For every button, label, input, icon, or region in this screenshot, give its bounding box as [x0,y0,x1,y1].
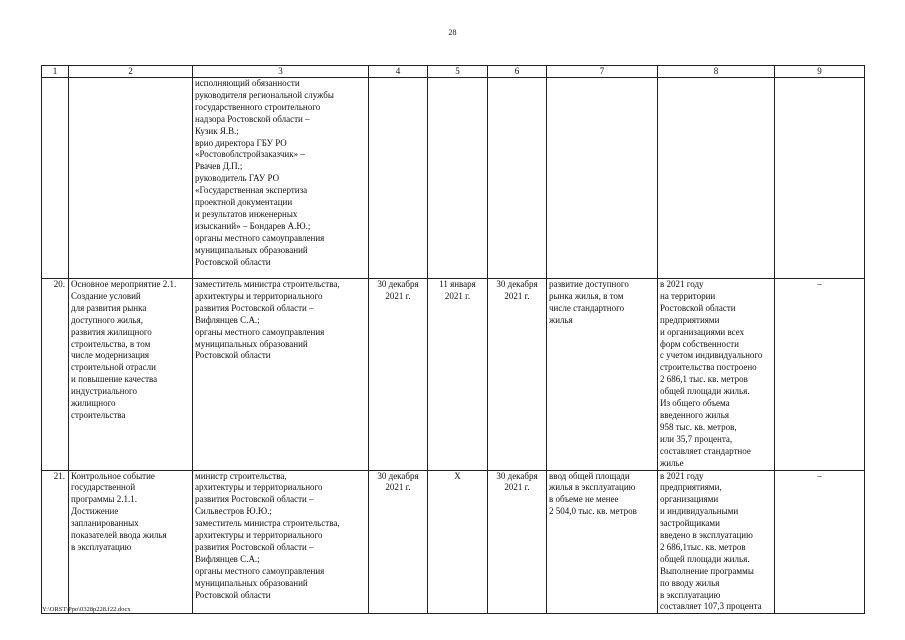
achieved-result-line: на территории [660,290,716,301]
responsible-executor-line: Ростовской области [195,350,271,361]
expected-result-line: жилья в эксплуатацию [549,482,636,493]
actual-end-date-line: 30 декабря [496,279,538,289]
row-number-cell [42,470,69,614]
measure-name-line: в эксплуатацию [71,541,132,552]
expected-result-line: 2 504,0 тыс. кв. метров [549,506,637,517]
achieved-result-line: 958 тыс. кв. метров, [660,421,737,432]
responsible-executor-cell [193,470,369,614]
measure-name-line: для развития рынка [71,302,147,313]
responsible-executor-line: Вифлянцев С.А.; [195,553,260,564]
table-row [42,279,865,471]
measure-name-line: числе модернизация [71,350,150,361]
achieved-result-cell [658,470,775,614]
responsible-executor-line: архитектуры и территориального [195,482,323,493]
responsible-executor-line: органы местного самоуправления [195,232,325,243]
measure-name-line: строительства [71,409,126,420]
achieved-result-line: и организациями всех [660,326,745,337]
planned-date-line: 30 декабря [377,279,419,289]
problems-cell [775,279,865,471]
achieved-result-line: с учетом индивидуального [660,350,763,361]
planned-date-line: 30 декабря [377,470,419,481]
actual-end-date-line: 30 декабря [496,470,538,481]
achieved-result-line: предприятиями, [660,482,722,493]
achieved-result-line: 2 686,1 тыс. кв. метров [660,374,748,385]
actual-start-date-cell [428,78,488,279]
expected-result-line: развитие доступного [549,279,629,289]
measure-name-line: запланированных [71,518,139,529]
table-row [42,470,865,614]
actual-end-date-cell [488,470,547,614]
achieved-result-line: Из общего объема [660,398,730,409]
responsible-executor-line: заместитель министра строительства, [195,518,340,529]
header-cell: 8 [658,66,775,78]
responsible-executor-line: органы местного самоуправления [195,565,325,576]
responsible-executor-line: Кузик Я.В.; [195,125,239,136]
expected-result-line: числе стандартного [549,302,625,313]
expected-result-cell [547,78,658,279]
responsible-executor-line: надзора Ростовской области – [195,113,310,124]
achieved-result-line: и индивидуальными [660,506,739,517]
row-number-text: 21. [53,470,65,481]
achieved-result-line: в эксплуатацию [660,589,721,600]
actual-start-date-line: 11 января [439,279,476,289]
achieved-result-line: Выполнение программы [660,565,754,576]
achieved-result-line: введенного жилья [660,409,730,420]
actual-start-date-line: 2021 г. [444,290,471,301]
expected-result-line: ввод общей площади [549,470,630,481]
responsible-executor-line: руководителя региональной службы [195,89,334,100]
responsible-executor-line: «Ростовоблстройзаказчик» – [195,149,305,160]
responsible-executor-line: изысканий» – Бондарев А.Ю.; [195,220,311,231]
header-cell: 2 [69,66,193,78]
measure-name-cell [69,279,193,471]
achieved-result-line: составляет 107,3 процента [660,601,762,612]
responsible-executor-line: развития Ростовской области – [195,494,314,505]
table-row [42,78,865,279]
planned-date-line: 2021 г. [385,290,411,301]
achieved-result-line: форм собственности [660,338,739,349]
responsible-executor-line: муниципальных образований [195,577,308,588]
header-cell: 9 [775,66,865,78]
measure-name-line: Контрольное событие [71,470,155,481]
achieved-result-line: введено в эксплуатацию [660,530,753,541]
responsible-executor-line: развития Ростовской области – [195,541,314,552]
responsible-executor-line: развития Ростовской области – [195,302,314,313]
responsible-executor-cell [193,279,369,471]
achieved-result-cell [658,78,775,279]
responsible-executor-line: «Государственная экспертиза [195,185,308,196]
header-cell: 6 [488,66,547,78]
actual-start-date-cell [428,279,488,471]
expected-result-line: жилья [549,314,573,325]
program-table [41,65,865,614]
measure-name-cell [69,470,193,614]
actual-end-date-cell [488,279,547,471]
measure-name-line: жилищного [71,398,116,409]
actual-start-date-line: Х [454,470,461,481]
measure-name-line: строительства, в том [71,338,151,349]
achieved-result-line: в 2021 году [660,470,704,481]
responsible-executor-line: и результатов инженерных [195,208,298,219]
responsible-executor-line: Рвачев Д.П.; [195,161,243,172]
measure-name-line: Достижение [71,506,119,517]
responsible-executor-line: архитектуры и территориального [195,290,323,301]
achieved-result-line: жилье [660,457,684,468]
header-cell: 5 [428,66,488,78]
achieved-result-line: составляет стандартное [660,445,751,456]
responsible-executor-line: Вифлянцев С.А.; [195,314,260,325]
planned-date-cell [369,470,428,614]
measure-name-line: показателей ввода жилья [71,530,167,541]
footer-filepath: Y:\ORST\Ppo\0328p228.f22.docx [42,606,131,613]
planned-date-cell [369,78,428,279]
responsible-executor-line: государственного строительного [195,101,321,112]
achieved-result-line: или 35,7 процента, [660,433,733,444]
measure-name-line: строительной отрасли [71,362,156,373]
responsible-executor-line: органы местного самоуправления [195,326,325,337]
header-cell: 4 [369,66,428,78]
actual-start-date-cell [428,470,488,614]
page-number: 28 [448,28,457,37]
responsible-executor-line: проектной документации [195,197,293,208]
responsible-executor-line: заместитель министра строительства, [195,279,340,289]
responsible-executor-line: врио директора ГБУ РО [195,137,287,148]
actual-end-date-line: 2021 г. [504,482,530,493]
measure-name-line: Создание условий [71,290,141,301]
problems-cell [775,78,865,279]
responsible-executor-cell [193,78,369,279]
actual-end-date-cell [488,78,547,279]
expected-result-line: в объеме не менее [549,494,619,505]
header-cell: 3 [193,66,369,78]
measure-name-line: развития жилищного [71,326,152,337]
achieved-result-line: общей площади жилья. [660,553,750,564]
responsible-executor-line: муниципальных образований [195,244,308,255]
measure-name-line: индустриального [71,386,138,397]
problems-text: – [817,470,822,481]
header-cell: 1 [42,66,69,78]
problems-text: – [817,279,822,289]
row-number-cell [42,279,69,471]
responsible-executor-line: Ростовской области [195,589,271,600]
actual-end-date-line: 2021 г. [504,290,530,301]
planned-date-cell [369,279,428,471]
header-cell: 7 [547,66,658,78]
measure-name-line: доступного жилья, [71,314,143,325]
expected-result-cell [547,279,658,471]
measure-name-line: государственной [71,482,136,493]
row-number-text: 20. [53,279,65,289]
achieved-result-line: застройщиками [660,518,720,529]
problems-cell [775,470,865,614]
header-row [42,66,865,78]
table-body [42,78,865,614]
responsible-executor-line: Ростовской области [195,256,271,267]
achieved-result-line: строительства построено [660,362,757,373]
planned-date-line: 2021 г. [385,482,411,493]
measure-name-line: и повышение качества [71,374,158,385]
achieved-result-line: в 2021 году [660,279,704,289]
measure-name-line: программы 2.1.1. [71,494,137,505]
responsible-executor-line: министр строительства, [195,470,287,481]
achieved-result-cell [658,279,775,471]
row-number-cell [42,78,69,279]
responsible-executor-line: Сильвестров Ю.Ю.; [195,506,272,517]
achieved-result-line: общей площади жилья. [660,386,750,397]
expected-result-line: рынка жилья, в том [549,290,624,301]
responsible-executor-line: исполняющий обязанности [195,78,300,88]
achieved-result-line: Ростовской области [660,302,736,313]
measure-name-line: Основное мероприятие 2.1. [71,279,177,289]
achieved-result-line: организациями [660,494,719,505]
achieved-result-line: предприятиями [660,314,720,325]
achieved-result-line: 2 686,1тыс. кв. метров [660,541,746,552]
expected-result-cell [547,470,658,614]
measure-name-cell [69,78,193,279]
responsible-executor-line: руководитель ГАУ РО [195,173,280,184]
responsible-executor-line: муниципальных образований [195,338,308,349]
achieved-result-line: по вводу жилья [660,577,720,588]
responsible-executor-line: архитектуры и территориального [195,530,323,541]
